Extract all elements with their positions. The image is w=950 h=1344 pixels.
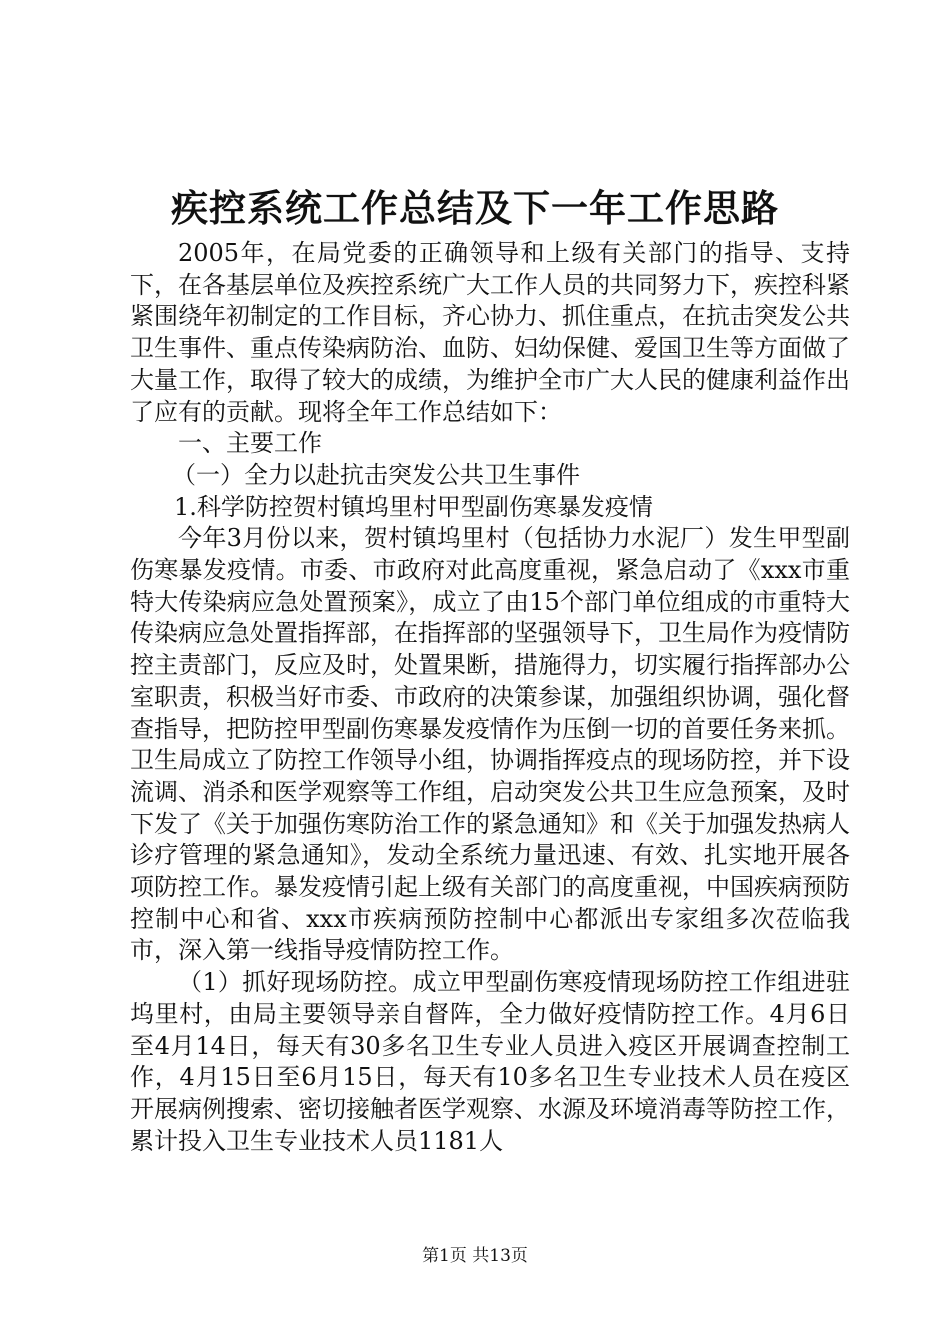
section-heading: 一、主要工作: [178, 429, 322, 458]
document-body: [130, 238, 850, 1157]
intro-paragraph: 2005年，在局党委的正确领导和上级有关部门的指导、支持下，在各基层单位及疾控系统广大工作人员的共同努力下，疾控科紧紧围绕年初制定的工作目标，齐心协力、抓住重点，在抗击突发公共卫生事件、重点传染病防治、血防、妇幼保健、爱国卫生等方面做了大量工作，取得了较大的成绩，为维护全市广大人民的健康利益作出了应有的贡献。现将全年工作总结如下：: [130, 239, 850, 426]
document-title: 疾控系统工作总结及下一年工作思路: [171, 186, 779, 230]
body-paragraph-2: （1）抓好现场防控。成立甲型副伤寒疫情现场防控工作组进驻坞里村，由局主要领导亲自督阵，全力做好疫情防控工作。4月6日至4月14日，每天有30多名卫生专业人员进入疫区开展调查控制工作，4月15日至6月15日，每天有10多名卫生专业技术人员在疫区开展病例搜索、密切接触者医学观察、水源及环境消毒等防控工作，累计投入卫生专业技术人员1181人: [130, 968, 850, 1155]
item-heading: 1.科学防控贺村镇坞里村甲型副伤寒暴发疫情: [174, 492, 653, 521]
body-paragraph-1: 今年3月份以来，贺村镇坞里村（包括协力水泥厂）发生甲型副伤寒暴发疫情。市委、市政府对此高度重视，紧急启动了《xxx市重特大传染病应急处置预案》，成立了由15个部门单位组成的市重特大传染病应急处置指挥部，在指挥部的坚强领导下，卫生局作为疫情防控主责部门，反应及时，处置果断，措施得力，切实履行指挥部办公室职责，积极当好市委、市政府的决策参谋，加强组织协调，强化督查指导，把防控甲型副伤寒暴发疫情作为压倒一切的首要任务来抓。卫生局成立了防控工作领导小组，协调指挥疫点的现场防控，并下设流调、消杀和医学观察等工作组，启动突发公共卫生应急预案，及时下发了《关于加强伤寒防治工作的紧急通知》和《关于加强发热病人诊疗管理的紧急通知》，发动全系统力量迅速、有效、扎实地开展各项防控工作。暴发疫情引起上级有关部门的高度重视，中国疾病预防控制中心和省、xxx市疾病预防控制中心都派出专家组多次莅临我市，深入第一线指导疫情防控工作。: [130, 524, 850, 965]
page-footer: 第1页 共13页: [422, 1246, 528, 1266]
subsection-heading: （一）全力以赴抗击突发公共卫生事件: [172, 460, 580, 489]
